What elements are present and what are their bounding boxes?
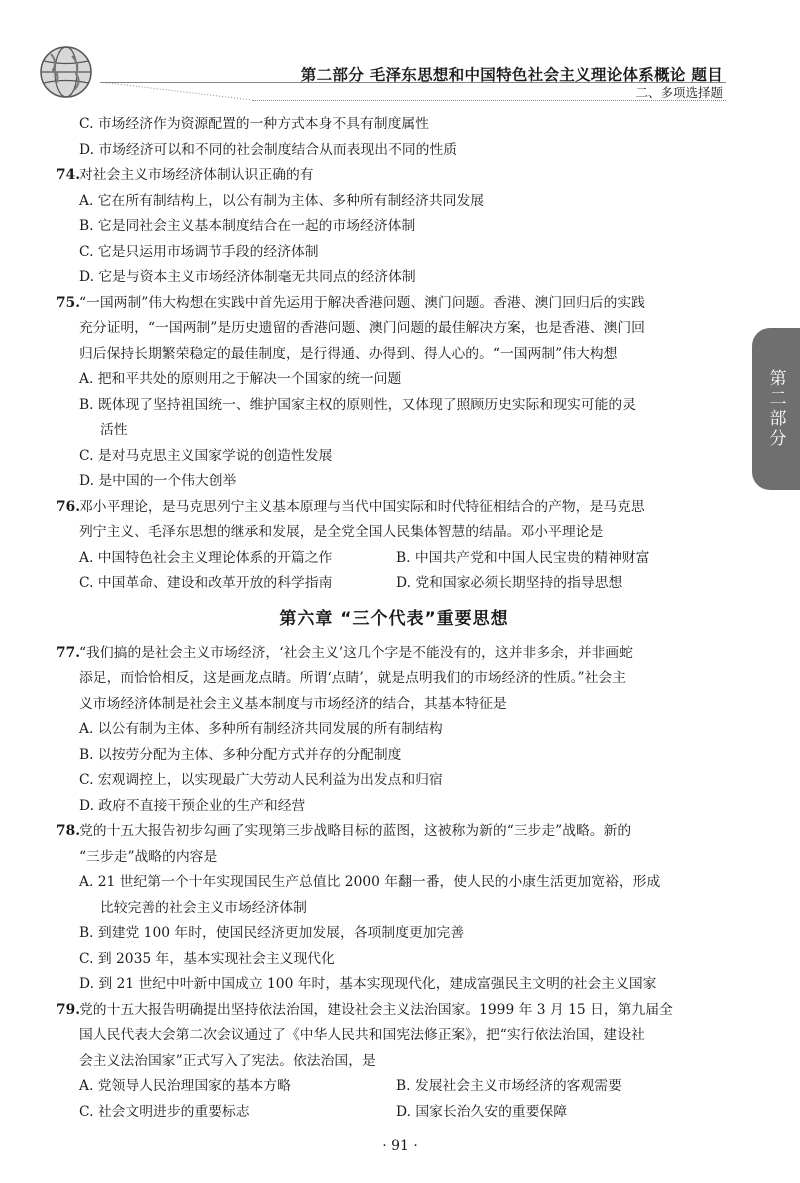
q79-option-c: C. 社会文明进步的重要标志 (79, 1103, 250, 1120)
question-text: 党的十五大报告初步勾画了实现第三步战略目标的蓝图，这被称为新的“三步走”战略。新的 (79, 823, 632, 839)
q74-option-c: C. 它是只运用市场调节手段的经济体制 (79, 243, 319, 260)
question-text: 对社会主义市场经济体制认识正确的有 (79, 167, 314, 183)
q76-option-d: D. 党和国家必须长期坚持的指导思想 (396, 575, 623, 591)
q77-option-b: B. 以按劳分配为主体、多种分配方式并存的分配制度 (79, 746, 402, 763)
question-74 (56, 163, 732, 189)
q78-option-c: C. 到 2035 年，基本实现社会主义现代化 (79, 950, 335, 967)
question-text: “一国两制”伟大构想在实践中首先运用于解决香港问题、澳门问题。香港、澳门回归后的实践 (79, 294, 645, 311)
question-text-line: 义市场经济体制是社会主义基本制度与市场经济的结合，其基本特征是 (79, 695, 507, 712)
question-text-line: 添足，而恰恰相反，这是画龙点睛。所谓‘点睛’，就是点明我们的市场经济的性质。”社会主 (79, 670, 627, 686)
q76-option-a: A. 中国特色社会主义理论体系的开篇之作 (79, 549, 333, 566)
question-list (56, 112, 732, 1125)
q75-option-b: B. 既体现了坚持祖国统一、维护国家主权的原则性，又体现了照顾历史实际和现实可能的灵 (79, 396, 636, 413)
question-75 (56, 291, 732, 317)
question-text-line: 归后保持长期繁荣稳定的最佳制度，是行得通、办得到、得人心的。“一国两制”伟大构想 (79, 345, 618, 362)
globe-icon (38, 44, 94, 100)
q78-option-a-cont: 比较完善的社会主义市场经济体制 (100, 899, 307, 916)
q79-option-b: B. 发展社会主义市场经济的客观需要 (396, 1078, 622, 1094)
q79-options-row-2 (56, 1100, 732, 1126)
question-number: 75. (56, 294, 81, 311)
page-number: · 91 · (382, 1138, 418, 1154)
q77-option-c: C. 宏观调控上，以实现最广大劳动人民利益为出发点和归宿 (79, 772, 443, 788)
q74-option-b: B. 它是同社会主义基本制度结合在一起的市场经济体制 (79, 218, 416, 234)
chapter-title: 第六章 “三个代表”重要思想 (279, 608, 509, 629)
question-text-line: 充分证明，“一国两制”是历史遗留的香港问题、澳门问题的最佳解决方案，也是香港、澳门回 (79, 320, 645, 336)
q77-option-d: D. 政府不直接干预企业的生产和经营 (79, 797, 306, 814)
question-number: 77. (56, 644, 81, 661)
q76-options-row-2 (56, 571, 732, 597)
question-text: 邓小平理论，是马克思列宁主义基本原理与当代中国实际和时代特征相结合的产物，是马克思 (79, 498, 645, 515)
q78-option-a: A. 21 世纪第一个十年实现国民生产总值比 2000 年翻一番，使人民的小康生活更加宽裕，形成 (79, 874, 661, 890)
section-side-tab (752, 328, 800, 490)
side-tab-label: 第二部分 (765, 369, 786, 449)
q75-option-b-cont: 活性 (100, 422, 128, 438)
question-77 (56, 641, 732, 667)
page-header (0, 0, 800, 110)
question-text-line: 国人民代表大会第二次会议通过了《中华人民共和国宪法修正案》，把“实行依法治国，建设社 (79, 1027, 645, 1043)
question-text: “我们搞的是社会主义市场经济，‘社会主义’这几个字是不能没有的，这并非多余，并非画蛇 (79, 644, 633, 661)
question-79 (56, 998, 732, 1024)
q73-option-d: D. 市场经济可以和不同的社会制度结合从而表现出不同的性质 (79, 141, 458, 158)
question-78 (56, 819, 732, 845)
header-subtitle: 二、多项选择题 (635, 85, 723, 100)
question-text-line: 列宁主义、毛泽东思想的继承和发展，是全党全国人民集体智慧的结晶。邓小平理论是 (79, 524, 604, 540)
q76-option-c: C. 中国革命、建设和改革开放的科学指南 (79, 575, 333, 591)
q75-option-a: A. 把和平共处的原则用之于解决一个国家的统一问题 (79, 371, 402, 387)
question-text: 党的十五大报告明确提出坚持依法治国，建设社会主义法治国家。1999 年 3 月 15 日，第九届全 (79, 1001, 673, 1018)
question-text-line: 会主义法治国家”正式写入了宪法。依法治国，是 (79, 1052, 376, 1069)
question-text-line: “三步走”战略的内容是 (79, 848, 218, 865)
q79-option-a: A. 党领导人民治理国家的基本方略 (79, 1078, 291, 1094)
q74-option-a: A. 它在所有制结构上，以公有制为主体、多种所有制经济共同发展 (79, 192, 485, 209)
question-number: 76. (56, 498, 81, 515)
q79-option-d: D. 国家长治久安的重要保障 (396, 1103, 568, 1120)
q74-option-d: D. 它是与资本主义市场经济体制毫无共同点的经济体制 (79, 269, 416, 285)
q79-options-row-1 (56, 1074, 732, 1100)
question-number: 79. (56, 1001, 81, 1018)
question-number: 78. (56, 823, 81, 839)
q75-option-c: C. 是对马克思主义国家学说的创造性发展 (79, 447, 333, 464)
q78-option-d: D. 到 21 世纪中叶新中国成立 100 年时，基本实现现代化，建成富强民主文明的社会主义国家 (79, 976, 657, 992)
q78-option-b: B. 到建党 100 年时，使国民经济更加发展，各项制度更加完善 (79, 925, 465, 941)
q77-option-a: A. 以公有制为主体、多种所有制经济共同发展的所有制结构 (79, 721, 443, 737)
header-rule-diagonal (100, 82, 252, 100)
q76-options-row-1 (56, 546, 732, 572)
question-number: 74. (56, 167, 81, 183)
q75-option-d: D. 是中国的一个伟大创举 (79, 473, 237, 489)
q76-option-b: B. 中国共产党和中国人民宝贵的精神财富 (396, 549, 650, 566)
question-76 (56, 495, 732, 521)
header-title: 第二部分 毛泽东思想和中国特色社会主义理论体系概论 题目 (300, 66, 723, 84)
q73-option-c: C. 市场经济作为资源配置的一种方式本身不具有制度属性 (79, 116, 429, 132)
